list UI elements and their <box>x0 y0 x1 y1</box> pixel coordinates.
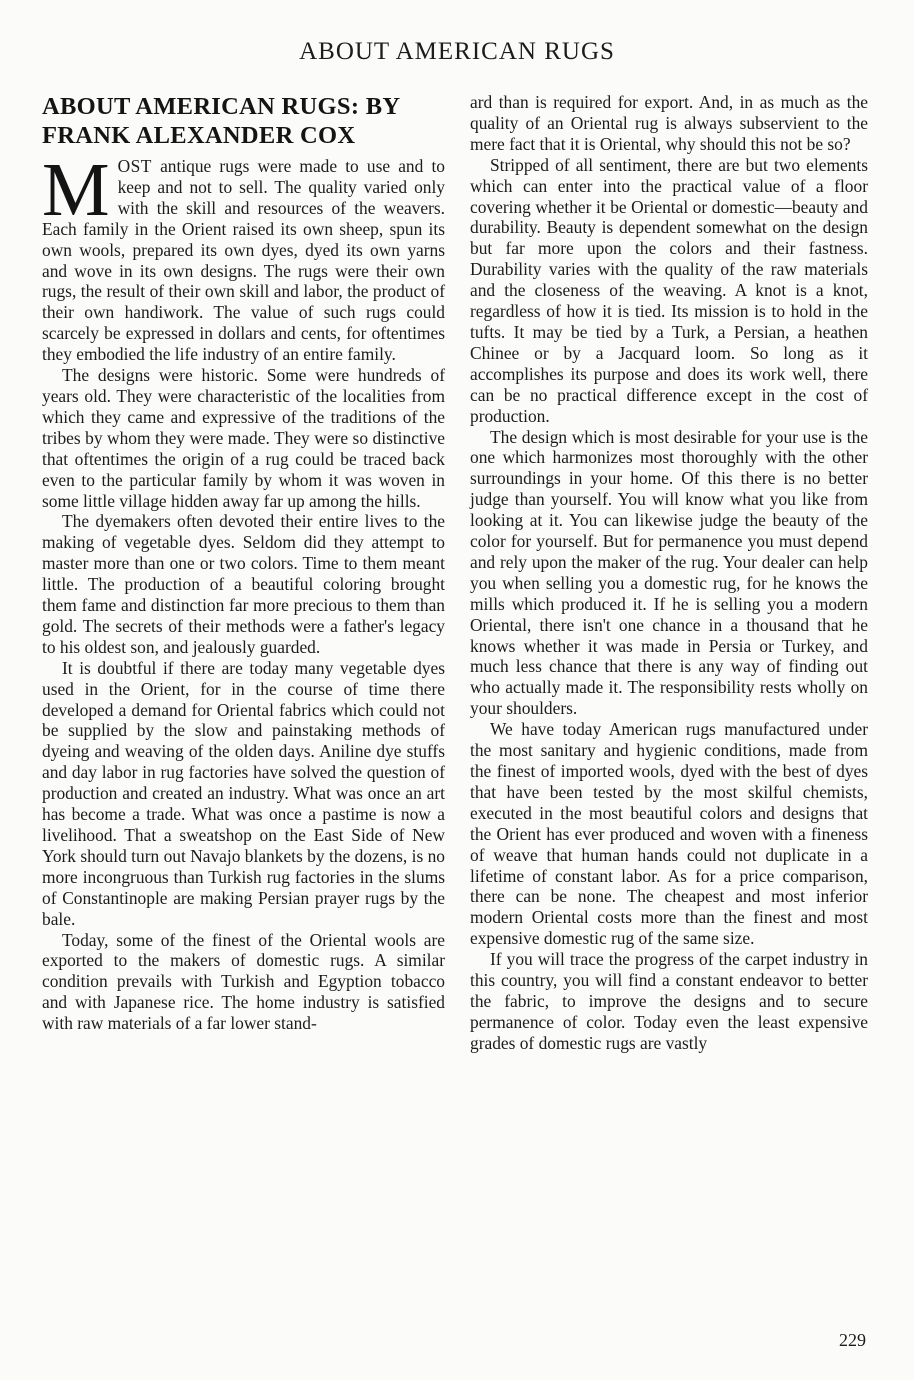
paragraph: The designs were historic. Some were hundreds of years old. They were characteristic of the localities from which they came and expressive of the traditions of the tribes by whom they were made. They were so distinctive that oftentimes the origin of a rug could be traced back even to the particular family by whom it was woven in some little village hidden away far up among the hills. <box>42 365 445 511</box>
paragraph: Today, some of the finest of the Oriental wools are exported to the makers of domestic rugs. A similar condition prevails with Turkish and Egyption tobacco and with Japanese rice. The home industry is satisfied with raw materials of a far lower stand- <box>42 929 445 1034</box>
paragraph: Stripped of all sentiment, there are but two elements which can enter into the practical value of a floor covering whether it be Oriental or domestic—beauty and durability. Beauty is dependent somewhat on the design but far more upon the colors and their fastness. Durability varies with the quality of the raw materials and the closeness of the weaving. A knot is a knot, regardless of how it is tied. Its mission is to hold in the tufts. It may be tied by a Turk, a Persian, a heathen Chinee or by a Jacquard loom. So long as it accomplishes its purpose and does its work well, there can be no practical difference except in the cost of production. <box>470 154 868 426</box>
paragraph: If you will trace the progress of the carpet industry in this country, you will find a constant endeavor to better the fabric, to improve the designs and to secure permanence of color. Today even the least expensive grades of domestic rugs are vastly <box>470 949 868 1053</box>
paragraph: The dyemakers often devoted their entire lives to the making of vegetable dyes. Seldom did they attempt to master more than one or two colors. Time to them meant little. The production of a beautiful coloring brought them fame and distinction far more precious to them than gold. The secrets of their methods were a father's legacy to his oldest son, and jealously guarded. <box>42 511 445 657</box>
drop-cap: M <box>42 148 110 232</box>
paragraph: It is doubtful if there are today many vegetable dyes used in the Orient, for in the course of time there developed a demand for Oriental fabrics which could not be supplied by the slow and painstaking methods of dyeing and weaving of the olden days. Aniline dye stuffs and day labor in rug factories have solved the question of production and created an industry. What was once an art has become a trade. What was once a pastime is now a livelihood. That a sweatshop on the East Side of New York should turn out Navajo blankets by the dozens, is no more incongruous than Turkish rug factories in the slums of Constantinople are making Persian prayer rugs by the bale. <box>42 657 445 929</box>
opening-paragraph <box>42 148 445 365</box>
paragraph: The design which is most desirable for your use is the one which harmonizes most thoroughly with the other surroundings in your home. Of this there is no better judge than yourself. You will know what you like from looking at it. You can likewise judge the beauty of the color for yourself. But for permanence you must depend and rely upon the maker of the rug. Your dealer can help you when selling you a domestic rug, for he knows the mills which produced it. If he is selling you a modern Oriental, there isn't one chance in a thousand that he knows whether it was made in Persia or Turkey, and much less chance that there is any way of finding out who actually made it. The responsibility rests wholly on your shoulders. <box>470 426 868 719</box>
paragraph-text: antique rugs were made to use and to keep and not to sell. The quality varied only with the skill and resources of the weavers. Each family in the Orient raised its own sheep, spun its own wools, prepared its own dyes, dyed its own yarns and wove in its own designs. The rugs were their own rugs, the result of their own skill and labor, the product of their own handiwork. The value of such rugs could scarcely be expressed in dollars and cents, for oftentimes they embodied the life industry of an entire family. <box>42 156 445 365</box>
running-head: ABOUT AMERICAN RUGS <box>299 38 615 65</box>
opening-word-rest: OST <box>117 156 152 176</box>
left-column <box>42 92 445 1034</box>
paragraph: We have today American rugs manufactured under the most sanitary and hygienic conditions, made from the finest of imported wools, dyed with the best of dyes that have been tested by the most skilful chemists, executed in the most beautiful colors and designs that the Orient has ever produced and woven with a fineness of weave that human hands could not duplicate in a lifetime of constant labor. As for a price comparison, there can be none. The cheapest and most inferior modern Oriental costs more than the finest and most expensive domestic rug of the same size. <box>470 719 868 949</box>
page-number: 229 <box>839 1330 866 1350</box>
right-column <box>470 92 868 1054</box>
paragraph-continued: ard than is required for export. And, in as much as the quality of an Oriental rug is always subservient to the mere fact that it is Oriental, why should this not be so? <box>470 92 868 154</box>
article-title: ABOUT AMERICAN RUGS: BY FRANK ALEXANDER COX <box>42 93 400 149</box>
